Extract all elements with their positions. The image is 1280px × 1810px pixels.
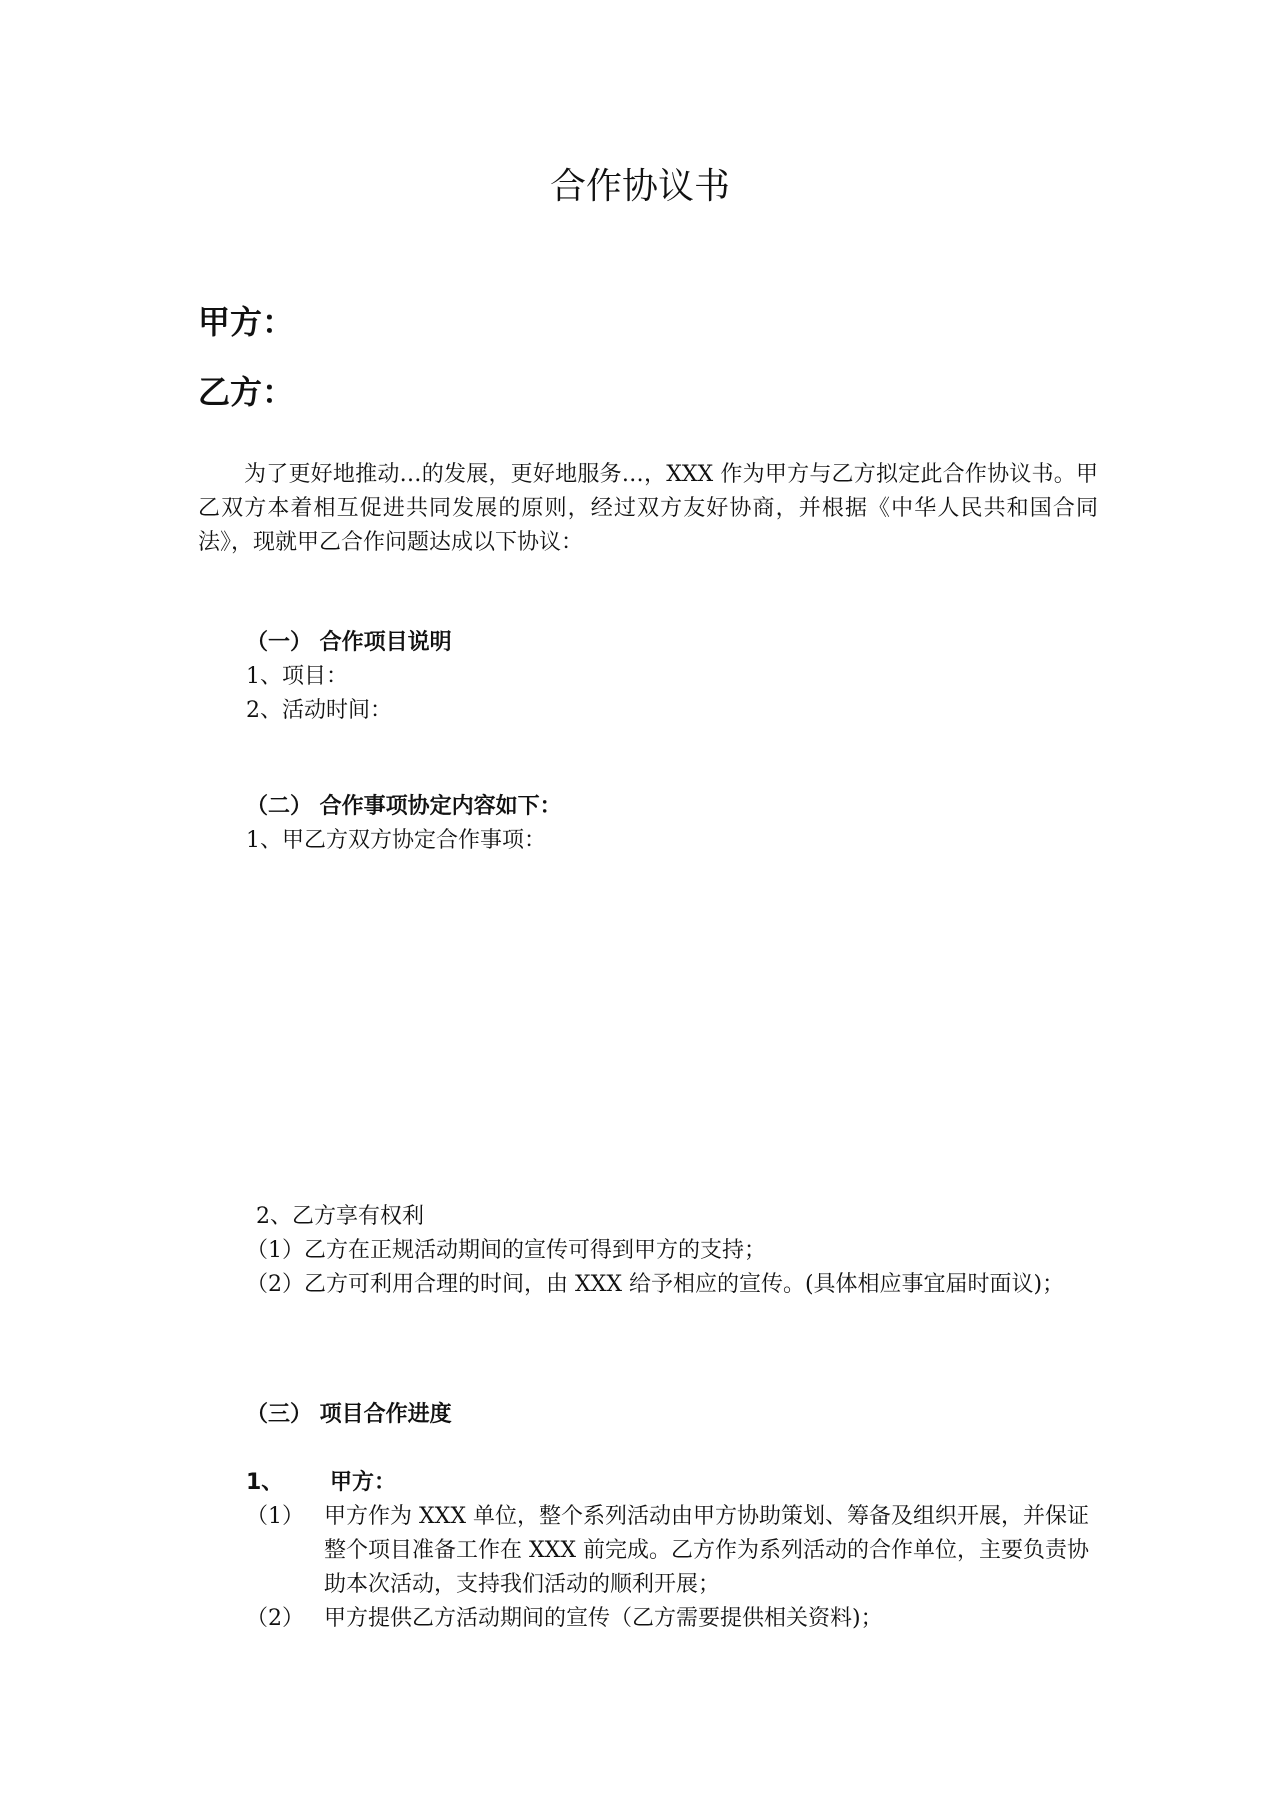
progress-item-number: （1） (246, 1504, 304, 1529)
party-a-label: 甲方： (198, 303, 295, 341)
progress-item-text: 甲方提供乙方活动期间的宣传（乙方需要提供相关资料)； (324, 1606, 883, 1631)
section2-item-matters: 1、甲乙方双方协定合作事项： (246, 828, 546, 853)
progress-item-text: 甲方作为 XXX 单位，整个系列活动由甲方协助策划、筹备及组织开展，并保证整个项目准备工作在 XXX 前完成。乙方作为系列活动的合作单位，主要负责协助本次活动，支持我们活动的顺利开展； (324, 1504, 1089, 1597)
progress-item (246, 1602, 1091, 1636)
section2-sub-right2: （2）乙方可利用合理的时间，由 XXX 给予相应的宣传。(具体相应事宜届时面议)； (246, 1272, 1065, 1297)
progress-item (246, 1500, 1091, 1602)
section3-party-label: 甲方： (330, 1470, 397, 1495)
intro-text: 为了更好地推动…的发展，更好地服务…，XXX 作为甲方与乙方拟定此合作协议书。甲乙双方本着相互促进共同发展的原则，经过双方友好协商，并根据《中华人民共和国合同法》，现就甲乙合作问题达成以下协议： (198, 462, 1098, 555)
section1-heading: （一） 合作项目说明 (246, 630, 452, 655)
party-b-label: 乙方： (198, 373, 295, 411)
section2-sub-right1: （1）乙方在正规活动期间的宣传可得到甲方的支持； (246, 1238, 766, 1263)
document-title: 合作协议书 (549, 166, 730, 207)
section3-party-number: 1、 (246, 1470, 284, 1495)
section2-heading: （二） 合作事项协定内容如下： (246, 794, 562, 819)
intro-paragraph (198, 458, 1098, 560)
section2-item-rights: 2、乙方享有权利 (256, 1204, 424, 1229)
section1-item-time: 2、活动时间： (246, 698, 392, 723)
progress-item-number: （2） (246, 1606, 304, 1631)
section1-item-project: 1、项目： (246, 664, 348, 689)
section3-heading: （三） 项目合作进度 (246, 1402, 452, 1427)
